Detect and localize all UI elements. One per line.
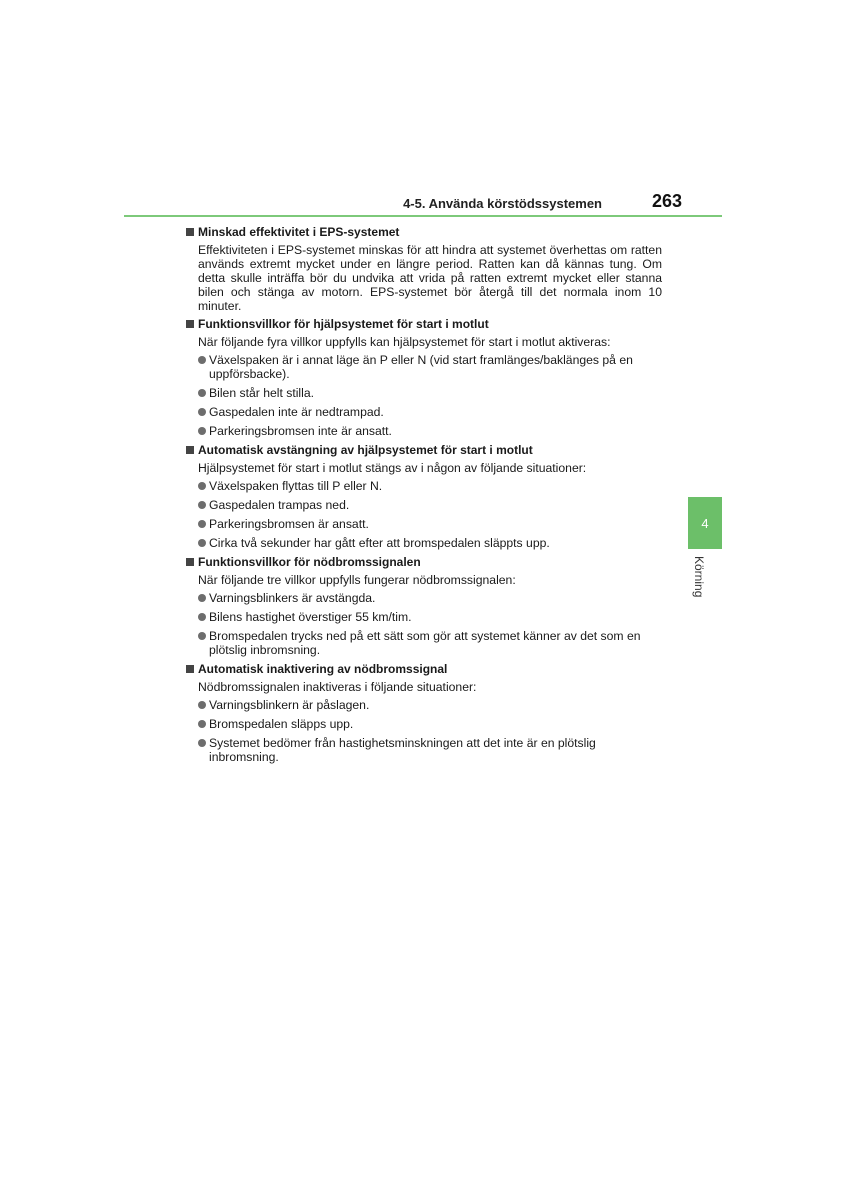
section-paragraph: Effektiviteten i EPS-systemet minskas för att hindra att systemet överhettas om ratten används extremt mycket under en längre period. Ratten kan då kännas tung. Om detta skulle inträffa bör du undvika att vrida på ratten extremt mycket eller stanna bilen och stänga av motorn. EPS-systemet bör återgå till det normala inom 10 minuter. [198,243,662,313]
circle-bullet-icon [198,739,206,747]
section [186,662,662,764]
section-heading: Funktionsvillkor för nödbromssignalen [186,555,662,569]
list-item: Gaspedalen inte är nedtrampad. [198,405,662,419]
circle-bullet-icon [198,501,206,509]
section [186,555,662,657]
page-number: 263 [651,191,682,211]
list-item: Parkeringsbromsen inte är ansatt. [198,424,662,438]
section [186,443,662,550]
section-paragraph: När följande fyra villkor uppfylls kan hjälpsystemet för start i motlut aktiveras: [198,335,611,349]
list-item: Varningsblinkern är påslagen. [198,698,662,712]
list-item: Bromspedalen trycks ned på ett sätt som gör att systemet känner av det som en plötslig inbromsning. [198,629,662,657]
page-content [186,225,662,769]
list-item: Växelspaken är i annat läge än P eller N (vid start framlänges/baklänges på en uppförsbacke). [198,353,662,381]
section-paragraph: När följande tre villkor uppfylls fungerar nödbromssignalen: [198,573,516,587]
section-heading: Minskad effektivitet i EPS-systemet [186,225,662,239]
list-item: Växelspaken flyttas till P eller N. [198,479,662,493]
section-paragraph: Nödbromssignalen inaktiveras i följande situationer: [198,680,477,694]
section [186,317,662,438]
section [186,225,662,313]
chapter-label: Körning [692,556,706,598]
header-divider [124,215,722,217]
list-item: Parkeringsbromsen är ansatt. [198,517,662,531]
chapter-number: 4 [701,515,709,531]
circle-bullet-icon [198,613,206,621]
square-bullet-icon [186,228,194,236]
list-item: Systemet bedömer från hastighetsminskningen att det inte är en plötslig inbromsning. [198,736,662,764]
square-bullet-icon [186,320,194,328]
circle-bullet-icon [198,389,206,397]
circle-bullet-icon [198,720,206,728]
section-heading: Automatisk inaktivering av nödbromssignal [186,662,662,676]
section-heading: Automatisk avstängning av hjälpsystemet för start i motlut [186,443,662,457]
list-item: Bilens hastighet överstiger 55 km/tim. [198,610,662,624]
section-heading: Funktionsvillkor för hjälpsystemet för start i motlut [186,317,662,331]
circle-bullet-icon [198,520,206,528]
list-item: Gaspedalen trampas ned. [198,498,662,512]
list-item: Varningsblinkers är avstängda. [198,591,662,605]
square-bullet-icon [186,665,194,673]
list-item: Bilen står helt stilla. [198,386,662,400]
section-paragraph: Hjälpsystemet för start i motlut stängs av i någon av följande situationer: [198,461,587,475]
list-item: Bromspedalen släpps upp. [198,717,662,731]
square-bullet-icon [186,558,194,566]
running-header-title: 4-5. Använda körstödssystemen [403,196,602,211]
circle-bullet-icon [198,408,206,416]
chapter-tab [688,497,722,549]
list-item: Cirka två sekunder har gått efter att bromspedalen släppts upp. [198,536,662,550]
square-bullet-icon [186,446,194,454]
circle-bullet-icon [198,427,206,435]
circle-bullet-icon [198,632,206,640]
circle-bullet-icon [198,539,206,547]
circle-bullet-icon [198,482,206,490]
circle-bullet-icon [198,594,206,602]
circle-bullet-icon [198,701,206,709]
circle-bullet-icon [198,356,206,364]
